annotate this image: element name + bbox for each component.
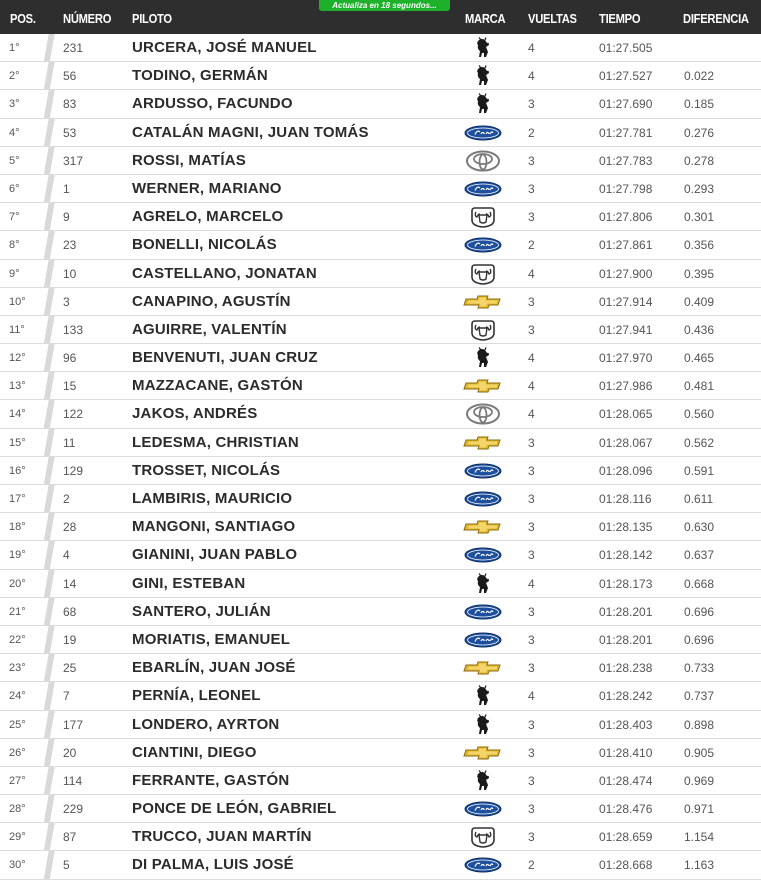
table-header xyxy=(0,0,761,34)
chevrolet-bowtie-icon xyxy=(463,516,503,538)
driver-name-cell: LONDERO, AYRTON xyxy=(132,715,280,733)
laps-cell: 3 xyxy=(528,745,535,760)
position-cell: 22° xyxy=(9,633,26,646)
dodge-ram-icon xyxy=(463,319,503,341)
laps-cell: 4 xyxy=(528,407,535,422)
car-number-cell: 96 xyxy=(63,351,77,366)
gap-cell: 0.905 xyxy=(684,745,715,760)
laps-cell: 2 xyxy=(528,125,535,140)
laps-cell: 4 xyxy=(528,576,535,591)
column-header-diferencia: DIFERENCIA xyxy=(683,11,749,26)
ford-logo-icon xyxy=(463,488,503,510)
table-row xyxy=(0,682,761,710)
lap-time-cell: 01:27.970 xyxy=(599,351,653,366)
gap-cell: 0.637 xyxy=(684,548,715,563)
table-row xyxy=(0,62,761,90)
car-number-cell: 23 xyxy=(63,238,77,253)
dodge-ram-icon xyxy=(463,263,503,285)
car-number-cell: 28 xyxy=(63,520,77,535)
table-row xyxy=(0,485,761,513)
ford-logo-icon xyxy=(463,178,503,200)
lap-time-cell: 01:28.067 xyxy=(599,435,653,450)
lap-time-cell: 01:28.201 xyxy=(599,604,653,619)
laps-cell: 3 xyxy=(528,210,535,225)
driver-name-cell: GIANINI, JUAN PABLO xyxy=(132,546,298,564)
laps-cell: 3 xyxy=(528,153,535,168)
laps-cell: 3 xyxy=(528,773,535,788)
position-cell: 27° xyxy=(9,774,26,787)
column-header-pos: POS. xyxy=(10,11,36,26)
gap-cell: 0.733 xyxy=(684,661,715,676)
gap-cell: 0.276 xyxy=(684,125,715,140)
gap-cell: 0.436 xyxy=(684,322,715,337)
chevrolet-bowtie-icon xyxy=(463,375,503,397)
table-row xyxy=(0,654,761,682)
table-row xyxy=(0,34,761,62)
position-cell: 25° xyxy=(9,718,26,731)
table-row xyxy=(0,513,761,541)
gap-cell: 0.611 xyxy=(684,492,714,506)
ford-logo-icon xyxy=(463,798,503,820)
lap-time-cell: 01:27.986 xyxy=(599,379,653,394)
table-row xyxy=(0,626,761,654)
laps-cell: 3 xyxy=(528,661,535,676)
row-stripe-decoration xyxy=(43,485,57,512)
gap-cell: 0.301 xyxy=(684,210,715,225)
position-cell: 8° xyxy=(9,239,20,252)
position-cell: 15° xyxy=(9,436,26,449)
row-stripe-decoration xyxy=(43,288,57,315)
driver-name-cell: ROSSI, MATÍAS xyxy=(132,151,246,169)
car-number-cell: 9 xyxy=(63,210,70,225)
position-cell: 20° xyxy=(9,577,26,590)
position-cell: 17° xyxy=(9,493,26,505)
lap-time-cell: 01:28.474 xyxy=(599,773,653,788)
torino-bull-icon xyxy=(463,347,503,369)
position-cell: 1° xyxy=(9,42,20,54)
driver-name-cell: CASTELLANO, JONATAN xyxy=(132,264,317,282)
table-row xyxy=(0,372,761,400)
table-row xyxy=(0,711,761,739)
ford-logo-icon xyxy=(463,629,503,651)
lap-time-cell: 01:27.505 xyxy=(599,41,653,55)
laps-cell: 3 xyxy=(528,435,535,450)
refresh-notice: Actualiza en 18 segundos... xyxy=(319,0,450,11)
lap-time-cell: 01:27.781 xyxy=(599,125,653,140)
laps-cell: 3 xyxy=(528,97,535,112)
car-number-cell: 14 xyxy=(63,576,77,591)
row-stripe-decoration xyxy=(43,316,57,343)
row-stripe-decoration xyxy=(43,62,57,89)
driver-name-cell: TODINO, GERMÁN xyxy=(132,67,268,85)
driver-name-cell: GINI, ESTEBAN xyxy=(132,574,246,592)
row-stripe-decoration xyxy=(43,541,57,568)
car-number-cell: 129 xyxy=(63,463,84,478)
table-row xyxy=(0,316,761,344)
position-cell: 21° xyxy=(9,605,26,618)
lap-time-cell: 01:27.798 xyxy=(599,181,653,196)
driver-name-cell: MAZZACANE, GASTÓN xyxy=(132,377,303,395)
torino-bull-icon xyxy=(463,685,503,707)
driver-name-cell: LEDESMA, CHRISTIAN xyxy=(132,433,299,451)
driver-name-cell: PONCE DE LEÓN, GABRIEL xyxy=(132,800,337,818)
driver-name-cell: MORIATIS, EMANUEL xyxy=(132,630,291,648)
driver-name-cell: TROSSET, NICOLÁS xyxy=(132,461,281,479)
position-cell: 30° xyxy=(9,859,26,872)
table-row xyxy=(0,851,761,879)
gap-cell: 0.562 xyxy=(684,435,715,450)
lap-time-cell: 01:28.668 xyxy=(599,858,653,873)
row-stripe-decoration xyxy=(43,175,57,202)
driver-name-cell: JAKOS, ANDRÉS xyxy=(132,405,258,423)
row-stripe-decoration xyxy=(43,598,57,625)
laps-cell: 4 xyxy=(528,689,535,704)
chevrolet-bowtie-icon xyxy=(463,742,503,764)
gap-cell: 0.737 xyxy=(684,689,715,704)
position-cell: 10° xyxy=(9,295,26,308)
lap-time-cell: 01:28.238 xyxy=(599,661,653,676)
row-stripe-decoration xyxy=(43,739,57,766)
driver-name-cell: CANAPINO, AGUSTÍN xyxy=(132,292,291,310)
gap-cell: 0.591 xyxy=(684,463,715,478)
car-number-cell: 68 xyxy=(63,604,77,619)
row-stripe-decoration xyxy=(43,231,57,258)
row-stripe-decoration xyxy=(43,711,57,738)
row-stripe-decoration xyxy=(43,570,57,597)
lap-time-cell: 01:28.096 xyxy=(599,463,653,478)
lap-time-cell: 01:27.861 xyxy=(599,238,653,253)
driver-name-cell: SANTERO, JULIÁN xyxy=(132,602,271,620)
row-stripe-decoration xyxy=(43,851,57,878)
car-number-cell: 19 xyxy=(63,632,77,647)
ford-logo-icon xyxy=(463,122,503,144)
position-cell: 11° xyxy=(9,323,25,336)
row-stripe-decoration xyxy=(43,90,57,117)
gap-cell: 0.630 xyxy=(684,520,715,535)
car-number-cell: 2 xyxy=(63,492,70,506)
driver-name-cell: URCERA, JOSÉ MANUEL xyxy=(132,39,317,56)
row-stripe-decoration xyxy=(43,457,57,484)
lap-time-cell: 01:28.142 xyxy=(599,548,653,563)
torino-bull-icon xyxy=(463,65,503,87)
row-stripe-decoration xyxy=(43,654,57,681)
position-cell: 4° xyxy=(9,126,20,139)
gap-cell: 0.481 xyxy=(684,379,715,394)
car-number-cell: 10 xyxy=(63,266,77,281)
gap-cell: 0.022 xyxy=(684,69,715,84)
laps-cell: 3 xyxy=(528,322,535,337)
table-row xyxy=(0,175,761,203)
gap-cell: 0.185 xyxy=(684,97,715,112)
gap-cell: 0.696 xyxy=(684,632,715,647)
lap-time-cell: 01:27.806 xyxy=(599,210,653,225)
car-number-cell: 231 xyxy=(63,41,84,55)
ford-logo-icon xyxy=(463,234,503,256)
car-number-cell: 229 xyxy=(63,802,84,817)
position-cell: 26° xyxy=(9,746,26,759)
car-number-cell: 133 xyxy=(63,322,84,337)
gap-cell: 0.278 xyxy=(684,153,715,168)
lap-time-cell: 01:28.201 xyxy=(599,632,653,647)
car-number-cell: 1 xyxy=(63,181,70,196)
laps-cell: 4 xyxy=(528,266,535,281)
laps-cell: 2 xyxy=(528,858,535,873)
column-header-piloto: PILOTO xyxy=(132,11,172,26)
laps-cell: 3 xyxy=(528,492,535,506)
column-header-vueltas: VUELTAS xyxy=(528,11,577,26)
results-table xyxy=(0,34,761,880)
column-header-numero: NÚMERO xyxy=(63,11,112,26)
position-cell: 19° xyxy=(9,549,26,562)
position-cell: 9° xyxy=(9,267,20,280)
row-stripe-decoration xyxy=(43,795,57,822)
chevrolet-bowtie-icon xyxy=(463,432,503,454)
position-cell: 12° xyxy=(9,352,26,365)
ford-logo-icon xyxy=(463,544,503,566)
position-cell: 18° xyxy=(9,521,26,534)
car-number-cell: 53 xyxy=(63,125,77,140)
lap-time-cell: 01:27.914 xyxy=(599,294,653,309)
table-row xyxy=(0,429,761,457)
row-stripe-decoration xyxy=(43,260,57,287)
lap-time-cell: 01:28.242 xyxy=(599,689,653,704)
table-row xyxy=(0,767,761,795)
laps-cell: 3 xyxy=(528,632,535,647)
table-row xyxy=(0,231,761,259)
car-number-cell: 4 xyxy=(63,548,70,563)
row-stripe-decoration xyxy=(43,147,57,174)
lap-time-cell: 01:28.135 xyxy=(599,520,653,535)
row-stripe-decoration xyxy=(43,682,57,709)
driver-name-cell: ARDUSSO, FACUNDO xyxy=(132,95,293,113)
position-cell: 7° xyxy=(9,211,20,224)
position-cell: 6° xyxy=(9,182,20,195)
ford-logo-icon xyxy=(463,460,503,482)
lap-time-cell: 01:27.783 xyxy=(599,153,653,168)
table-row xyxy=(0,457,761,485)
car-number-cell: 83 xyxy=(63,97,77,112)
driver-name-cell: AGUIRRE, VALENTÍN xyxy=(132,320,287,338)
gap-cell: 0.668 xyxy=(684,576,715,591)
driver-name-cell: FERRANTE, GASTÓN xyxy=(132,771,290,789)
row-stripe-decoration xyxy=(43,203,57,230)
row-stripe-decoration xyxy=(43,767,57,794)
table-row xyxy=(0,570,761,598)
lap-time-cell: 01:28.065 xyxy=(599,407,653,422)
lap-time-cell: 01:28.403 xyxy=(599,717,653,732)
lap-time-cell: 01:27.690 xyxy=(599,97,653,112)
car-number-cell: 56 xyxy=(63,69,77,84)
position-cell: 23° xyxy=(9,662,26,675)
position-cell: 24° xyxy=(9,690,26,703)
gap-cell: 0.696 xyxy=(684,604,715,619)
car-number-cell: 87 xyxy=(63,830,77,845)
table-row xyxy=(0,119,761,147)
car-number-cell: 122 xyxy=(63,407,84,422)
laps-cell: 2 xyxy=(528,238,535,253)
torino-bull-icon xyxy=(463,714,503,736)
car-number-cell: 5 xyxy=(63,858,70,873)
driver-name-cell: DI PALMA, LUIS JOSÉ xyxy=(132,856,294,874)
driver-name-cell: WERNER, MARIANO xyxy=(132,179,282,197)
position-cell: 13° xyxy=(9,380,26,393)
row-stripe-decoration xyxy=(43,626,57,653)
chevrolet-bowtie-icon xyxy=(463,657,503,679)
gap-cell: 0.409 xyxy=(684,294,715,309)
gap-cell: 0.356 xyxy=(684,238,715,253)
laps-cell: 4 xyxy=(528,41,535,55)
position-cell: 5° xyxy=(9,154,20,167)
laps-cell: 3 xyxy=(528,548,535,563)
gap-cell: 0.465 xyxy=(684,351,715,366)
car-number-cell: 177 xyxy=(63,717,84,732)
row-stripe-decoration xyxy=(43,513,57,540)
table-row xyxy=(0,203,761,231)
toyota-logo-icon xyxy=(463,150,503,172)
position-cell: 28° xyxy=(9,803,26,816)
driver-name-cell: EBARLÍN, JUAN JOSÉ xyxy=(132,659,296,677)
gap-cell: 0.969 xyxy=(684,773,715,788)
table-row xyxy=(0,90,761,118)
position-cell: 29° xyxy=(9,831,26,844)
position-cell: 16° xyxy=(9,464,26,477)
laps-cell: 3 xyxy=(528,181,535,196)
laps-cell: 4 xyxy=(528,69,535,84)
driver-name-cell: CATALÁN MAGNI, JUAN TOMÁS xyxy=(132,123,369,141)
position-cell: 14° xyxy=(9,408,26,421)
lap-time-cell: 01:28.659 xyxy=(599,830,653,845)
laps-cell: 3 xyxy=(528,604,535,619)
table-row xyxy=(0,344,761,372)
table-row xyxy=(0,147,761,175)
lap-time-cell: 01:28.410 xyxy=(599,745,653,760)
table-row xyxy=(0,795,761,823)
torino-bull-icon xyxy=(463,37,503,59)
table-row xyxy=(0,260,761,288)
laps-cell: 3 xyxy=(528,463,535,478)
car-number-cell: 15 xyxy=(63,379,77,394)
gap-cell: 0.395 xyxy=(684,266,715,281)
car-number-cell: 7 xyxy=(63,689,70,704)
lap-time-cell: 01:27.527 xyxy=(599,69,653,84)
gap-cell: 0.971 xyxy=(684,802,715,817)
table-row xyxy=(0,823,761,851)
driver-name-cell: PERNÍA, LEONEL xyxy=(132,687,261,705)
torino-bull-icon xyxy=(463,573,503,595)
car-number-cell: 114 xyxy=(63,773,83,788)
ford-logo-icon xyxy=(463,601,503,623)
driver-name-cell: TRUCCO, JUAN MARTÍN xyxy=(132,828,312,846)
column-header-tiempo: TIEMPO xyxy=(599,11,641,26)
car-number-cell: 20 xyxy=(63,745,77,760)
chevrolet-bowtie-icon xyxy=(463,291,503,313)
row-stripe-decoration xyxy=(43,400,57,427)
laps-cell: 3 xyxy=(528,520,535,535)
torino-bull-icon xyxy=(463,93,503,115)
car-number-cell: 3 xyxy=(63,294,70,309)
laps-cell: 4 xyxy=(528,351,535,366)
lap-time-cell: 01:28.476 xyxy=(599,802,653,817)
driver-name-cell: CIANTINI, DIEGO xyxy=(132,743,257,761)
gap-cell: 1.163 xyxy=(684,858,715,873)
table-row xyxy=(0,541,761,569)
toyota-logo-icon xyxy=(463,403,503,425)
torino-bull-icon xyxy=(463,770,503,792)
position-cell: 3° xyxy=(9,98,20,111)
gap-cell: 0.898 xyxy=(684,717,715,732)
car-number-cell: 317 xyxy=(63,153,84,168)
gap-cell: 1.154 xyxy=(684,830,715,845)
laps-cell: 3 xyxy=(528,802,535,817)
dodge-ram-icon xyxy=(463,826,503,848)
driver-name-cell: MANGONI, SANTIAGO xyxy=(132,518,296,536)
row-stripe-decoration xyxy=(43,372,57,399)
gap-cell: 0.560 xyxy=(684,407,715,422)
table-row xyxy=(0,288,761,316)
lap-time-cell: 01:28.116 xyxy=(599,492,652,506)
laps-cell: 4 xyxy=(528,379,535,394)
car-number-cell: 11 xyxy=(63,435,76,450)
row-stripe-decoration xyxy=(43,823,57,850)
table-row xyxy=(0,739,761,767)
row-stripe-decoration xyxy=(43,34,57,61)
lap-time-cell: 01:28.173 xyxy=(599,576,653,591)
lap-time-cell: 01:27.941 xyxy=(599,322,653,337)
table-row xyxy=(0,598,761,626)
column-header-marca: MARCA xyxy=(465,11,506,26)
row-stripe-decoration xyxy=(43,119,57,146)
lap-time-cell: 01:27.900 xyxy=(599,266,653,281)
row-stripe-decoration xyxy=(43,344,57,371)
driver-name-cell: BONELLI, NICOLÁS xyxy=(132,236,277,254)
table-row xyxy=(0,400,761,428)
dodge-ram-icon xyxy=(463,206,503,228)
driver-name-cell: AGRELO, MARCELO xyxy=(132,208,284,226)
laps-cell: 3 xyxy=(528,294,535,309)
gap-cell: 0.293 xyxy=(684,181,715,196)
laps-cell: 3 xyxy=(528,717,535,732)
position-cell: 2° xyxy=(9,70,20,83)
ford-logo-icon xyxy=(463,854,503,876)
driver-name-cell: LAMBIRIS, MAURICIO xyxy=(132,490,293,507)
car-number-cell: 25 xyxy=(63,661,77,676)
row-stripe-decoration xyxy=(43,429,57,456)
laps-cell: 3 xyxy=(528,830,535,845)
driver-name-cell: BENVENUTI, JUAN CRUZ xyxy=(132,349,318,367)
